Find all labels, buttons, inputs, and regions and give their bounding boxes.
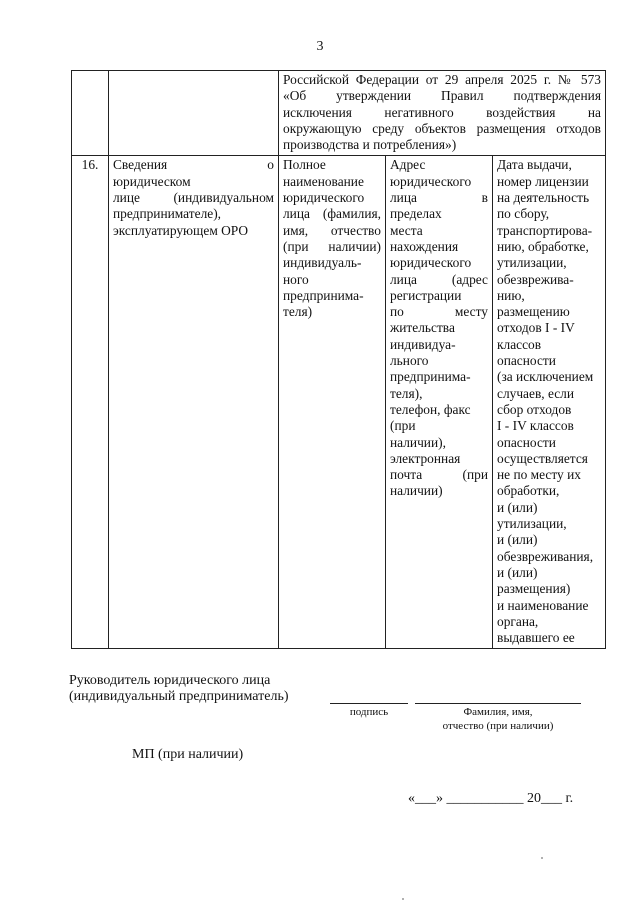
cont-line-1: Российской Федерации от 29 апреля 2025 г. № 573 <box>283 72 601 87</box>
col3-line: лица в <box>390 190 488 206</box>
col4-line: обезвреживания, <box>497 548 594 564</box>
col1-line: эксплуатирующем ОРО <box>113 222 249 238</box>
col2-line: Полное <box>283 157 326 173</box>
col4-line: опасности <box>497 434 556 450</box>
col3-line: Адрес <box>390 157 426 173</box>
head-title-line1: Руководитель юридического лица <box>69 673 271 688</box>
cont-line-4: окружающую среду объектов размещения отходов <box>283 120 601 136</box>
col3-line: наличии) <box>390 483 443 499</box>
col3-line: места <box>390 222 423 238</box>
cont-num-cell <box>72 71 109 156</box>
col4-line: отходов I - IV <box>497 320 575 336</box>
col-address-cell <box>386 156 493 649</box>
col2-line: ного <box>283 271 309 287</box>
col4-line: сбор отходов <box>497 401 572 417</box>
continuation-row <box>72 71 606 156</box>
cont-line-2: «Об утверждении Правил подтверждения <box>283 88 601 104</box>
col2-line: (при наличии) <box>283 238 381 254</box>
col4-line: Дата выдачи, <box>497 157 572 173</box>
col1-line: лице (индивидуальном <box>113 190 274 206</box>
col1-line: Сведения о <box>113 157 274 173</box>
scan-speck <box>402 898 404 900</box>
col4-line: утилизации, <box>497 516 567 532</box>
col2-line: теля) <box>283 304 313 320</box>
page-number: 3 <box>316 39 324 54</box>
col4-line: органа, <box>497 613 539 629</box>
row-16 <box>72 156 606 649</box>
scan-speck <box>541 857 543 859</box>
date-field: «___» ___________ 20___ г. <box>408 791 574 806</box>
col3-line: теля), <box>390 385 423 401</box>
col3-line: юридического <box>390 173 472 189</box>
col4-line: осуществляется <box>497 450 588 466</box>
name-caption-line2: отчество (при наличии) <box>442 720 554 732</box>
col3-line: регистрации <box>390 287 462 303</box>
cont-text-cell <box>279 71 606 156</box>
col4-line: и (или) <box>497 564 538 580</box>
col4-line: обработки, <box>497 483 560 499</box>
signature-caption: подпись <box>349 706 389 718</box>
col2-line: имя, отчество <box>283 222 381 238</box>
col3-line: электронная <box>390 450 461 466</box>
col-license-cell <box>493 156 606 649</box>
col3-line: по месту <box>390 304 488 320</box>
col2-line: юридического <box>283 190 365 206</box>
col3-line: жительства <box>390 320 455 336</box>
col3-line: предпринима- <box>390 369 471 385</box>
col3-line: льного <box>390 353 429 369</box>
col4-line: по сбору, <box>497 206 550 222</box>
row-number: 16. <box>72 156 109 649</box>
col4-line: обезврежива- <box>497 271 574 287</box>
cont-line-5: производства и потребления») <box>283 137 457 153</box>
name-caption-line1: Фамилия, имя, <box>463 706 533 718</box>
col4-line: транспортирова- <box>497 222 593 238</box>
col4-line: выдавшего ее <box>497 630 575 646</box>
col3-line: индивидуа- <box>390 336 456 352</box>
col3-line: лица (адрес <box>390 271 488 287</box>
col3-line: почта (при <box>390 467 488 483</box>
col3-line: телефон, факс <box>390 401 471 417</box>
col4-line: и (или) <box>497 499 538 515</box>
col4-line: классов <box>497 336 542 352</box>
col-info-cell <box>109 156 279 649</box>
col4-line: нию, <box>497 287 525 303</box>
col2-line: лица (фамилия, <box>283 206 381 222</box>
head-title-line2: (индивидуальный предприниматель) <box>69 689 289 704</box>
col2-line: индивидуаль- <box>283 255 362 271</box>
col3-line: наличии), <box>390 434 446 450</box>
col4-line: размещения) <box>497 581 571 597</box>
col4-line: утилизации, <box>497 255 567 271</box>
col4-line: и (или) <box>497 532 538 548</box>
col2-line: наименование <box>283 173 364 189</box>
signature-line <box>330 703 408 704</box>
cont-name-cell <box>109 71 279 156</box>
col4-line: нию, обработке, <box>497 238 589 254</box>
cont-line-3: исключения негативного воздействия на <box>283 104 601 120</box>
col4-line: случаев, если <box>497 385 575 401</box>
col4-line: на деятельность <box>497 190 590 206</box>
col2-line: предпринима- <box>283 287 364 303</box>
col4-line: размещению <box>497 304 570 320</box>
col3-line: нахождения <box>390 238 459 254</box>
col1-line: предпринимателе), <box>113 206 222 222</box>
col4-line: не по месту их <box>497 467 581 483</box>
col3-line: (при <box>390 418 416 434</box>
col3-line: пределах <box>390 206 442 222</box>
col4-line: (за исключением <box>497 369 594 385</box>
col3-line: юридического <box>390 255 472 271</box>
stamp-label: МП (при наличии) <box>132 747 244 762</box>
col4-line: I - IV классов <box>497 418 574 434</box>
col4-line: опасности <box>497 353 556 369</box>
col-name-cell <box>279 156 386 649</box>
name-line <box>415 703 581 704</box>
col4-line: и наименование <box>497 597 589 613</box>
col1-line: юридическом <box>113 173 191 189</box>
col4-line: номер лицензии <box>497 173 589 189</box>
registry-table <box>71 70 606 649</box>
